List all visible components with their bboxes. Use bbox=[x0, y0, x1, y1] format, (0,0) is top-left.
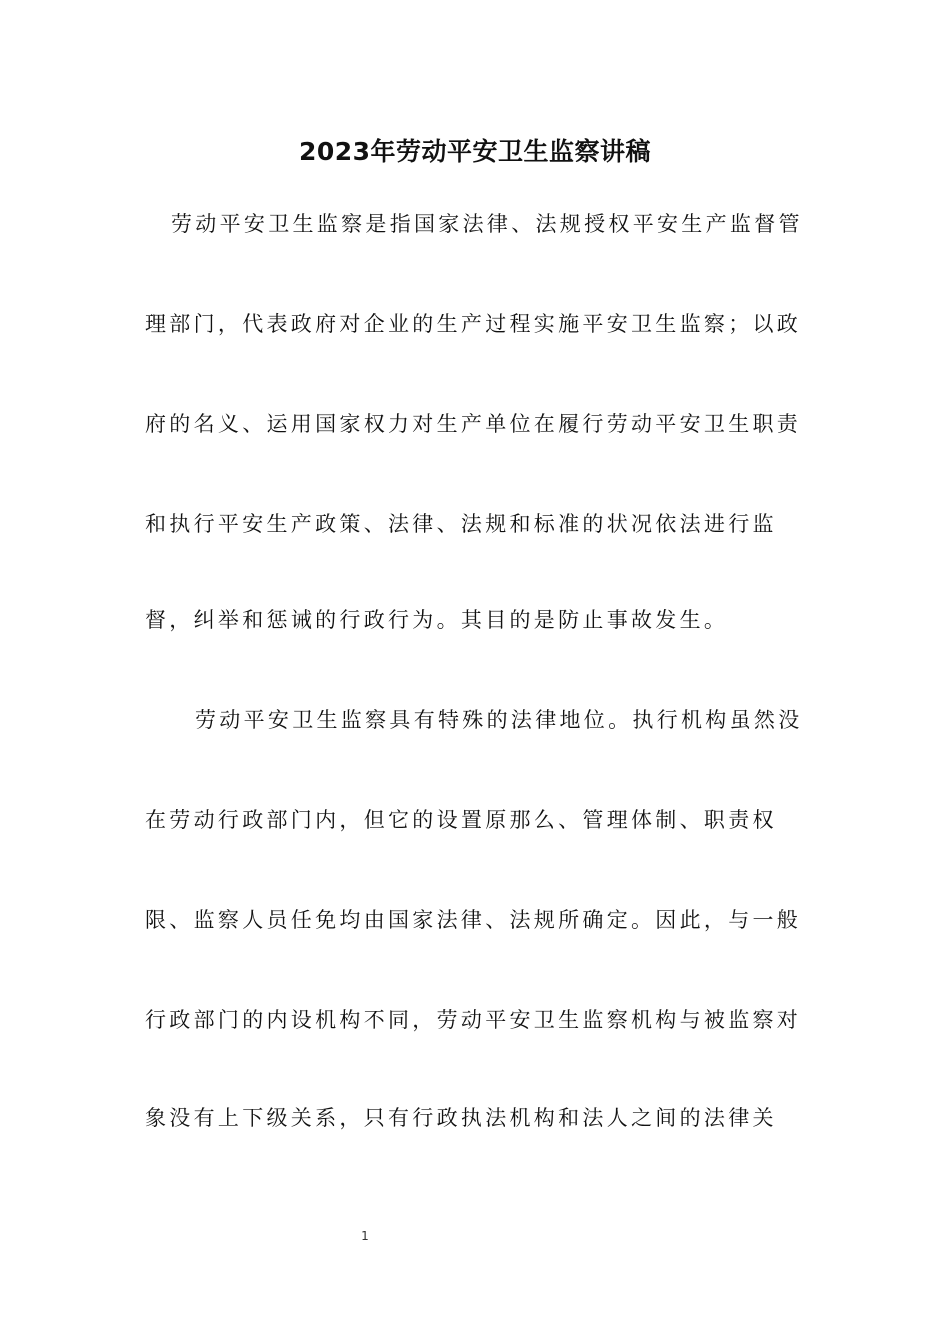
paragraph-1-line: 理部门，代表政府对企业的生产过程实施平安卫生监察；以政 bbox=[145, 312, 802, 336]
paragraph-2-line: 在劳动行政部门内，但它的设置原那么、管理体制、职责权 bbox=[145, 808, 777, 832]
paragraph-2-line: 劳动平安卫生监察具有特殊的法律地位。执行机构虽然没 bbox=[195, 708, 803, 732]
paragraph-1-line: 督，纠举和惩诫的行政行为。其目的是防止事故发生。 bbox=[145, 608, 729, 632]
document-title: 2023年劳动平安卫生监察讲稿 bbox=[298, 137, 652, 166]
page-number: 1 bbox=[361, 1229, 369, 1243]
paragraph-1-line: 劳动平安卫生监察是指国家法律、法规授权平安生产监督管 bbox=[171, 212, 803, 236]
paragraph-2-line: 行政部门的内设机构不同，劳动平安卫生监察机构与被监察对 bbox=[145, 1008, 802, 1032]
paragraph-1-line: 府的名义、运用国家权力对生产单位在履行劳动平安卫生职责 bbox=[145, 412, 802, 436]
paragraph-2-line: 限、监察人员任免均由国家法律、法规所确定。因此，与一般 bbox=[145, 908, 802, 932]
paragraph-1-line: 和执行平安生产政策、法律、法规和标准的状况依法进行监 bbox=[145, 512, 777, 536]
paragraph-2-line: 象没有上下级关系，只有行政执法机构和法人之间的法律关 bbox=[145, 1106, 777, 1130]
